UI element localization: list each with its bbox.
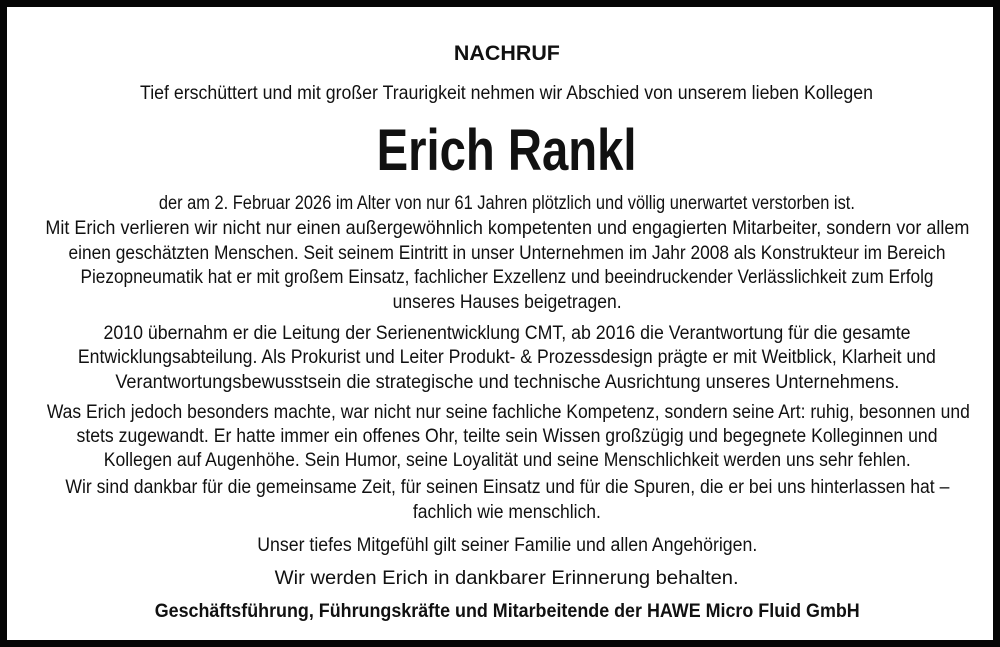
paragraph-text: 2010 übernahm er die Leitung der Serienentwicklung CMT, ab 2016 die Verantwortung für die gesamte [103,323,911,344]
paragraph-2-line [7,348,1000,367]
paragraph-1-line [7,244,1000,263]
paragraph-text: Piezopneumatik hat er mit großem Einsatz, fachlicher Exzellenz und beeindruckender Verlässlichkeit zum Erfolg [80,267,934,288]
notice-heading [7,43,1000,64]
paragraph-text: unseres Hauses beigetragen. [392,292,622,313]
paragraph-text: Verantwortungsbewusstsein die strategische und technische Ausrichtung unseres Unternehmens. [115,372,899,393]
paragraph-text: Entwicklungsabteilung. Als Prokurist und Leiter Produkt- & Prozessdesign prägte er mit Weitblick, Klarheit und [78,347,936,368]
deceased-name-text: Erich Rankl [377,118,637,183]
paragraph-1-line [7,293,1000,312]
condolence-line [7,536,1000,555]
remembrance-line [7,569,1000,588]
paragraph-3-line [7,427,1000,446]
death-line [7,194,1000,213]
condolence-text: Unser tiefes Mitgefühl gilt seiner Familie und allen Angehörigen. [257,535,757,556]
notice-heading-text: NACHRUF [453,42,560,65]
paragraph-text: einen geschätzten Menschen. Seit seinem Eintritt in unser Unternehmen im Jahr 2008 als Konstrukteur im Bereich [68,243,946,264]
paragraph-text: Mit Erich verlieren wir nicht nur einen außergewöhnlich kompetenten und engagierten Mitarbeiter, sondern vor allem [44,218,969,239]
paragraph-text: Wir sind dankbar für die gemeinsame Zeit, für seinen Einsatz und für die Spuren, die er bei uns hinterlassen hat – [65,477,949,498]
paragraph-3-line [7,451,1000,470]
paragraph-text: Kollegen auf Augenhöhe. Sein Humor, seine Loyalität und seine Menschlichkeit werden uns sehr fehlen. [103,450,911,471]
signature-text: Geschäftsführung, Führungskräfte und Mitarbeitende der HAWE Micro Fluid GmbH [154,601,860,622]
paragraph-text: stets zugewandt. Er hatte immer ein offenes Ohr, teilte sein Wissen großzügig und begegnete Kolleginnen und [76,426,938,447]
paragraph-text: Was Erich jedoch besonders machte, war nicht nur seine fachliche Kompetenz, sondern seine Art: ruhig, besonnen und [46,402,970,423]
paragraph-4-line [7,503,1000,522]
paragraph-4-line [7,478,1000,497]
paragraph-1-line [7,268,1000,287]
remembrance-text: Wir werden Erich in dankbarer Erinnerung behalten. [274,568,739,589]
intro-line [7,84,1000,103]
paragraph-2-line [7,324,1000,343]
paragraph-text: fachlich wie menschlich. [413,502,601,523]
paragraph-3-line [7,403,1000,422]
signature-line [7,602,1000,621]
paragraph-1-line [7,219,1000,238]
intro-text: Tief erschüttert und mit großer Traurigkeit nehmen wir Abschied von unserem lieben Kollegen [140,83,874,104]
death-line-text: der am 2. Februar 2026 im Alter von nur 61 Jahren plötzlich und völlig unerwartet verstorben ist. [159,193,855,214]
deceased-name [7,118,1000,183]
paragraph-2-line [7,373,1000,392]
